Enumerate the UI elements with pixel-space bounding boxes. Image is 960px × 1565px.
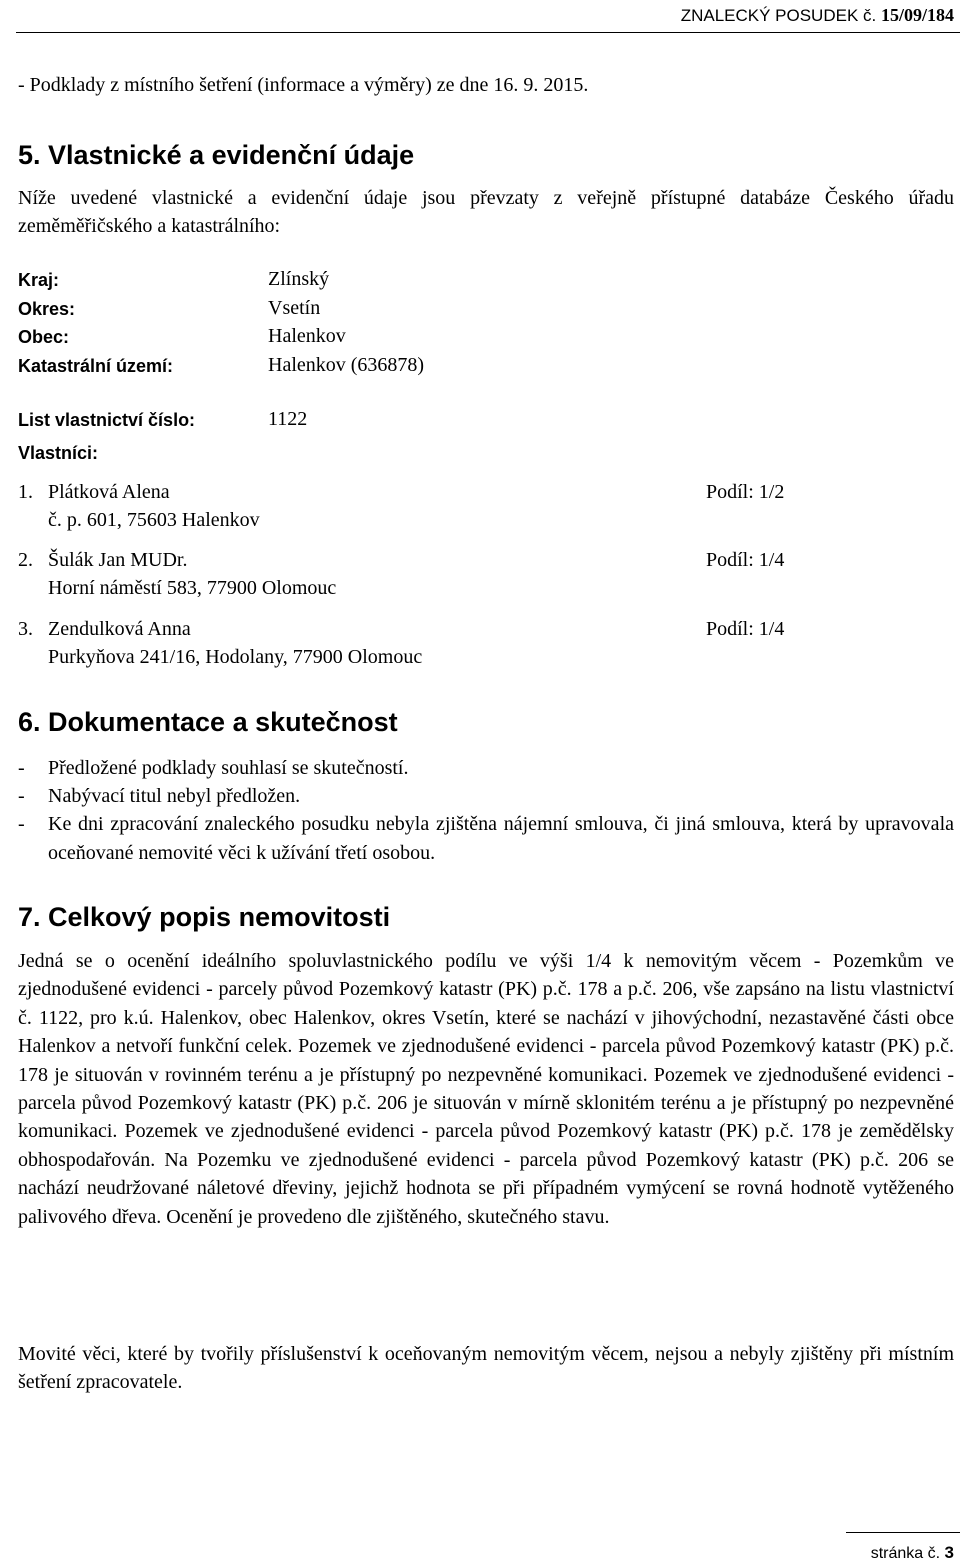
field-label-okres: Okres:: [18, 299, 76, 319]
page-header: [681, 5, 954, 26]
list-item: [18, 782, 954, 811]
owner-number: 1.: [18, 481, 33, 503]
field-value-kraj: Zlínský: [268, 268, 330, 290]
owner-address: č. p. 601, 75603 Halenkov: [48, 509, 260, 531]
bullet-dash: -: [18, 785, 25, 807]
section6-title: 6. Dokumentace a skutečnost: [18, 707, 398, 737]
bullet-dash: -: [18, 813, 25, 835]
footer-rule: [846, 1532, 960, 1533]
section7-paragraph: Movité věci, které by tvořily příslušenství k oceňovaným nemovitým věcem, nejsou a nebyly zjištěny při místním šetření zpracovatele.: [18, 1343, 954, 1394]
owners-label: Vlastníci:: [18, 443, 99, 463]
field-label-katastralni-uzemi: Katastrální území:: [18, 356, 174, 376]
field-value-katastralni-uzemi: Halenkov (636878): [268, 354, 425, 376]
list-item: [18, 754, 954, 783]
header-rule: [16, 32, 960, 33]
field-value-okres: Vsetín: [268, 297, 321, 319]
section5-title: 5. Vlastnické a evidenční údaje: [18, 140, 415, 170]
owner-address: Horní náměstí 583, 77900 Olomouc: [48, 577, 337, 599]
field-label-kraj: Kraj:: [18, 270, 60, 290]
owner-share: Podíl: 1/2: [706, 481, 785, 503]
footer-label: stránka č.: [870, 1545, 941, 1562]
owner-share: Podíl: 1/4: [706, 618, 785, 640]
owner-name: Zendulková Anna: [48, 618, 191, 640]
field-label-obec: Obec:: [18, 327, 70, 347]
owner-name: Plátková Alena: [48, 481, 170, 503]
list-item-text: Předložené podklady souhlasí se skutečností.: [48, 757, 409, 779]
section5-intro: Níže uvedené vlastnické a evidenční údaje jsou převzaty z veřejně přístupné databáze Českého úřadu zeměměřičského a katastrálního:: [18, 187, 954, 238]
section7-paragraph: Jedná se o ocenění ideálního spoluvlastnického podílu ve výši 1/4 k nemovitým věcem - Pozemkům ve zjednodušené evidenci - parcely původ Pozemkový katastr (PK) p.č. 178 a p.č. 206, vše zapsáno na listu vlastnictví č. 1122, pro k.ú. Halenkov, obec Halenkov, okres Vsetín, které se nachází v jihovýchodní, nezastavěné části obce Halenkov a netvoří funkční celek. Pozemek ve zjednodušené evidenci - parcela původ Pozemkový katastr (PK) p.č. 178 je situován v rovinném terénu a je přístupný po nezpevněné komunikaci. Pozemek ve zjednodušené evidenci - parcela původ Pozemkový katastr (PK) p.č. 206 je situován v mírně sklonitém terénu a je přístupný po nezpevněné komunikaci. Pozemek ve zjednodušené evidenci - parcela původ Pozemkový katastr (PK) p.č. 178 je zemědělsky obhospodařován. Na Pozemku ve zjednodušené evidenci - parcela původ Pozemkový katastr (PK) p.č. 206 se nachází neudržované náletové dřeviny, jejichž hodnota se při případném vymýcení se rovná hodnotě vytěženého palivového dřeva. Ocenění je provedeno dle zjištěného, skutečného stavu.: [18, 950, 954, 1228]
header-label: ZNALECKÝ POSUDEK č.: [680, 6, 877, 25]
header-number: 15/09/184: [880, 5, 954, 25]
owner-share: Podíl: 1/4: [706, 549, 785, 571]
page-footer: [871, 1543, 954, 1563]
field-value-obec: Halenkov: [268, 325, 346, 347]
lv-label: List vlastnictví číslo:: [18, 410, 196, 430]
owner-address: Purkyňova 241/16, Hodolany, 77900 Olomouc: [48, 646, 423, 668]
owner-number: 2.: [18, 549, 33, 571]
list-item-text: Ke dni zpracování znaleckého posudku nebyla zjištěna nájemní smlouva, či jiná smlouva, která by upravovala oceňované nemovité věci k užívání třetí osobou.: [48, 813, 954, 864]
bullet-dash: -: [18, 757, 25, 779]
owner-number: 3.: [18, 618, 33, 640]
intro-line: - Podklady z místního šetření (informace a výměry) ze dne 16. 9. 2015.: [18, 74, 589, 96]
owner-name: Šulák Jan MUDr.: [48, 549, 188, 571]
section7-title: 7. Celkový popis nemovitosti: [18, 902, 391, 932]
page-number: 3: [944, 1543, 954, 1562]
list-item: [18, 810, 954, 867]
lv-value: 1122: [268, 408, 308, 430]
list-item-text: Nabývací titul nebyl předložen.: [48, 785, 301, 807]
